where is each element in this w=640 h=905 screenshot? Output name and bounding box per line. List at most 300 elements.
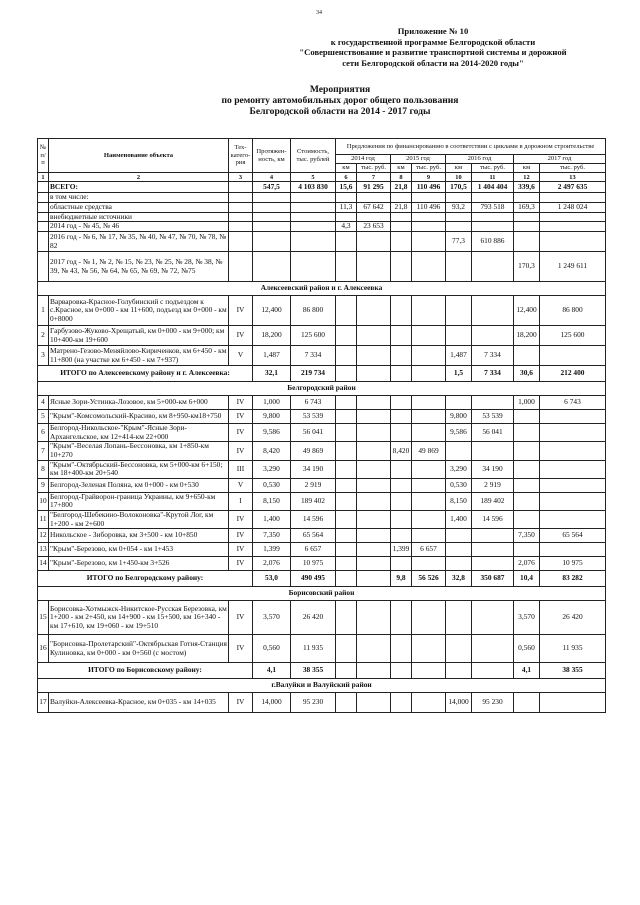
header-length: Протяжен-ность, км [253,139,291,173]
index-cell: 4 [253,173,291,182]
section-total-value [412,366,446,382]
funding-value [514,346,540,366]
header-cost: Стоимость, тыс. рублей [291,139,336,173]
road-name: "Борисовка-Пролетарский"-Октябрьская Готня-Станция Кулиновка, км 0+000 - км 0+560 (с мостом) [49,635,229,663]
appendix-line-4: сети Белгородской области на 2014-2020 годы" [342,57,524,68]
road-category: IV [229,442,253,460]
funding-value [357,635,391,663]
header-num: № п/п [38,139,49,173]
num-cell [38,232,49,252]
funding-value: 1,000 [514,396,540,410]
summary-row [38,212,606,222]
section-total-value: 1,5 [446,366,472,382]
funding-value [540,693,606,713]
summary-value [412,212,446,222]
road-category: I [229,492,253,510]
road-name: Белгород-Грайворон-граница Украины, км 9+650-км 17+800 [49,492,229,510]
funding-value [336,543,357,557]
funding-value [391,326,412,346]
section-header [38,282,606,296]
index-cell: 7 [357,173,391,182]
row-number: 14 [38,557,49,571]
num-cell [38,222,49,232]
table-row [38,326,606,346]
section-total-cost: 38 355 [291,663,336,679]
funding-value [446,635,472,663]
road-length: 1,400 [253,510,291,528]
index-cell: 8 [391,173,412,182]
summary-value [472,252,514,282]
table-row [38,492,606,510]
summary-value [472,212,514,222]
road-cost: 53 539 [291,410,336,424]
funding-value [472,601,514,635]
index-row [38,173,606,182]
title-line-2: по ремонту автомобильных дорог общего пользования [221,95,459,106]
funding-value [472,296,514,326]
section-total-value [391,663,412,679]
summary-value [446,222,472,232]
funding-value [514,410,540,424]
row-number: 16 [38,635,49,663]
funding-value [336,296,357,326]
summary-value [391,252,412,282]
summary-row [38,232,606,252]
road-cost: 86 800 [291,296,336,326]
section-total-cost: 490 495 [291,571,336,587]
table-row [38,478,606,492]
funding-value: 1,399 [391,543,412,557]
road-name: Белгород-Никольское-"Крым"-Ясные Зори-Архангельское, км 12+414-км 22+000 [49,424,229,442]
row-number: 7 [38,442,49,460]
summary-value [540,193,606,203]
summary-label: 2017 год - № 1, № 2, № 15, № 23, № 25, № 28, № 38, № 39, № 43, № 56, № 64, № 65, № 69, № 72, №75 [49,252,229,282]
summary-value [446,193,472,203]
funding-value [540,510,606,528]
section-total-value: 7 334 [472,366,514,382]
row-number: 10 [38,492,49,510]
summary-value [229,232,253,252]
num-cell [38,193,49,203]
funding-value [336,510,357,528]
road-cost: 189 402 [291,492,336,510]
funding-value [540,492,606,510]
funding-value: 1,400 [446,510,472,528]
funding-value [412,326,446,346]
road-category: IV [229,510,253,528]
summary-value: 1 404 404 [472,182,514,193]
summary-value: 1 248 024 [540,202,606,212]
road-length: 7,350 [253,529,291,543]
summary-value [412,232,446,252]
table-row [38,460,606,478]
table-row [38,529,606,543]
row-number: 9 [38,478,49,492]
row-number: 4 [38,396,49,410]
funding-value [357,529,391,543]
index-cell: 3 [229,173,253,182]
summary-value [336,212,357,222]
section-total-value [336,366,357,382]
funding-value [446,543,472,557]
summary-value: 91 295 [357,182,391,193]
summary-value [514,193,540,203]
summary-value [446,212,472,222]
row-number: 3 [38,346,49,366]
funding-value [357,326,391,346]
road-length: 1,487 [253,346,291,366]
appendix-header [268,26,598,68]
page-number: 34 [316,10,322,16]
funding-value [514,543,540,557]
table-row [38,635,606,663]
summary-value: 547,5 [253,182,291,193]
summary-value [472,222,514,232]
row-number: 17 [38,693,49,713]
road-cost: 95 230 [291,693,336,713]
funding-value [412,601,446,635]
funding-value [357,396,391,410]
summary-row [38,182,606,193]
road-category: IV [229,557,253,571]
funding-value [446,529,472,543]
index-cell: 2 [49,173,229,182]
funding-value [391,635,412,663]
funding-value [412,478,446,492]
appendix-line-2: к государственной программе Белгородской области [330,36,536,47]
road-length: 18,200 [253,326,291,346]
index-cell: 13 [540,173,606,182]
funding-value [472,442,514,460]
funding-value: 7 334 [472,346,514,366]
funding-value: 14 596 [472,510,514,528]
funding-value [446,557,472,571]
funding-value [472,396,514,410]
road-category: IV [229,424,253,442]
road-name: Варваровка-Красное-Голубинский с подъездом к с.Красное, км 0+000 - км 11+600, подъезд км 0+000 - км 0+8000 [49,296,229,326]
summary-value [357,212,391,222]
funding-value [357,557,391,571]
road-length: 12,400 [253,296,291,326]
funding-value [514,693,540,713]
funding-value [514,442,540,460]
repair-measures-table [37,138,606,713]
header-km: км [514,164,540,173]
table-row [38,693,606,713]
funding-value [412,492,446,510]
header-rub: тыс. руб. [412,164,446,173]
funding-value [357,296,391,326]
summary-value [514,222,540,232]
section-total-label: ИТОГО по Борисовскому району: [38,663,253,679]
road-category: IV [229,296,253,326]
funding-value [540,442,606,460]
funding-value [336,635,357,663]
summary-value: 67 642 [357,202,391,212]
funding-value [336,346,357,366]
row-number: 13 [38,543,49,557]
funding-value: 86 800 [540,296,606,326]
funding-value [336,424,357,442]
summary-value [412,252,446,282]
road-category: IV [229,693,253,713]
funding-value [391,557,412,571]
funding-value [357,478,391,492]
funding-value [357,693,391,713]
funding-value [472,557,514,571]
summary-value: 1 249 611 [540,252,606,282]
index-cell: 10 [446,173,472,182]
funding-value [412,346,446,366]
road-name: Никольское - Зиборовка, км 3+500 - км 10+850 [49,529,229,543]
funding-value [540,424,606,442]
summary-value: 4,3 [336,222,357,232]
header-funding: Предложения по финансированию в соответствии с циклами в дорожном строительстве [336,139,606,155]
summary-value [472,193,514,203]
funding-value: 3,290 [446,460,472,478]
funding-value [412,424,446,442]
section-title: Белгородский район [38,382,606,396]
funding-value [357,492,391,510]
funding-value [446,296,472,326]
summary-value [291,202,336,212]
header-km: км [336,164,357,173]
section-total-value [412,663,446,679]
road-cost: 7 334 [291,346,336,366]
summary-value [391,222,412,232]
funding-value [336,492,357,510]
summary-value [291,252,336,282]
funding-value [357,460,391,478]
table-row [38,410,606,424]
road-name: Ясные Зори-Устинка-Лозовое, км 5+000-км 6+000 [49,396,229,410]
section-total-row [38,663,606,679]
header-rub: тыс. руб. [472,164,514,173]
summary-value [391,232,412,252]
section-title: Борисовский район [38,587,606,601]
road-cost: 26 420 [291,601,336,635]
funding-value: 56 041 [472,424,514,442]
road-category: IV [229,635,253,663]
funding-value: 6 743 [540,396,606,410]
funding-value: 11 935 [540,635,606,663]
row-number: 6 [38,424,49,442]
summary-value: 93,2 [446,202,472,212]
summary-value [336,232,357,252]
funding-value: 65 564 [540,529,606,543]
road-cost: 11 935 [291,635,336,663]
document-title [120,84,560,117]
table-row [38,543,606,557]
road-length: 1,399 [253,543,291,557]
index-cell: 1 [38,173,49,182]
summary-value: 21,8 [391,182,412,193]
summary-value [336,193,357,203]
road-length: 2,076 [253,557,291,571]
summary-value [357,252,391,282]
table-row [38,296,606,326]
road-category: IV [229,601,253,635]
funding-value [336,410,357,424]
num-cell [38,182,49,193]
road-name: Белгород-Зеленая Поляна, км 0+000 - км 0+530 [49,478,229,492]
funding-value [391,492,412,510]
summary-value [291,212,336,222]
summary-value [412,193,446,203]
section-title: г.Валуйки и Валуйский район [38,679,606,693]
funding-value [336,601,357,635]
summary-value: 110 496 [412,202,446,212]
section-total-value [357,571,391,587]
summary-value: 110 496 [412,182,446,193]
summary-value [253,252,291,282]
appendix-line-1: Приложение № 10 [397,26,469,36]
funding-value: 8,420 [391,442,412,460]
funding-value: 6 657 [412,543,446,557]
section-total-value: 56 526 [412,571,446,587]
funding-value: 9,800 [446,410,472,424]
row-number: 12 [38,529,49,543]
header-rub: тыс. руб. [540,164,606,173]
funding-value [357,410,391,424]
summary-value [229,193,253,203]
num-cell [38,212,49,222]
road-cost: 34 190 [291,460,336,478]
section-header [38,587,606,601]
funding-value: 8,150 [446,492,472,510]
section-total-value [472,663,514,679]
summary-value [253,193,291,203]
road-category: IV [229,543,253,557]
summary-label: 2016 год - № 6, № 17, № 35, № 40, № 47, № 70, № 78, № 82 [49,232,229,252]
summary-value: 15,6 [336,182,357,193]
summary-value [391,212,412,222]
section-total-value: 10,4 [514,571,540,587]
summary-value: 21,8 [391,202,412,212]
section-total-label: ИТОГО по Алексеевскому району и г. Алексеевка: [38,366,253,382]
road-name: "Крым"-Березово, км 1+450-км 3+526 [49,557,229,571]
summary-value: 11,3 [336,202,357,212]
road-length: 0,530 [253,478,291,492]
section-total-length: 32,1 [253,366,291,382]
funding-value [540,478,606,492]
section-total-value [391,366,412,382]
road-cost: 56 041 [291,424,336,442]
funding-value: 53 539 [472,410,514,424]
table-row [38,424,606,442]
funding-value: 0,560 [514,635,540,663]
funding-value: 14,000 [446,693,472,713]
summary-value [391,193,412,203]
summary-value [357,193,391,203]
header-category: Тех-катего-рия [229,139,253,173]
funding-value [336,529,357,543]
section-title: Алексеевский район и г. Алексеевка [38,282,606,296]
funding-value: 2 919 [472,478,514,492]
section-total-length: 4,1 [253,663,291,679]
summary-value: 77,3 [446,232,472,252]
funding-value [472,543,514,557]
funding-value [540,346,606,366]
road-category: IV [229,396,253,410]
funding-value [412,410,446,424]
funding-value [391,346,412,366]
funding-value [357,346,391,366]
funding-value [336,442,357,460]
road-cost: 6 743 [291,396,336,410]
road-name: "Крым"-Березово, км 0+054 - км 1+453 [49,543,229,557]
road-cost: 65 564 [291,529,336,543]
summary-value: 610 886 [472,232,514,252]
funding-value [391,529,412,543]
road-length: 9,586 [253,424,291,442]
road-cost: 14 596 [291,510,336,528]
summary-label: 2014 год - № 45, № 46 [49,222,229,232]
road-category: V [229,478,253,492]
index-cell: 6 [336,173,357,182]
funding-value: 10 975 [540,557,606,571]
funding-value: 26 420 [540,601,606,635]
funding-value [412,396,446,410]
summary-label: в том числе: [49,193,229,203]
funding-value: 12,400 [514,296,540,326]
road-name: "Белгород-Шебекино-Волоконовка"-Крутой Лог, км 1+200 - км 2+600 [49,510,229,528]
row-number: 15 [38,601,49,635]
table-row [38,557,606,571]
summary-row [38,193,606,203]
summary-row [38,202,606,212]
funding-value [336,460,357,478]
num-cell [38,202,49,212]
funding-value [391,693,412,713]
funding-value: 49 869 [412,442,446,460]
summary-value: 339,6 [514,182,540,193]
funding-value: 0,530 [446,478,472,492]
funding-value [514,492,540,510]
title-line-1: Мероприятия [309,84,371,95]
summary-value [291,193,336,203]
summary-value [514,232,540,252]
header-km: км [446,164,472,173]
funding-value [357,543,391,557]
funding-value [336,478,357,492]
funding-value [391,424,412,442]
road-category: III [229,460,253,478]
road-cost: 10 975 [291,557,336,571]
summary-value [291,222,336,232]
road-name: Матрено-Гезово-Меняйлово-Кириченков, км 6+450 - км 11+800 (на участке км 6+450 - км 7+937) [49,346,229,366]
table-row [38,510,606,528]
funding-value [514,510,540,528]
section-header [38,679,606,693]
funding-value: 2,076 [514,557,540,571]
section-total-value: 4,1 [514,663,540,679]
header-km: км [391,164,412,173]
funding-value: 1,487 [446,346,472,366]
title-line-3: Белгородской области на 2014 - 2017 годы [249,106,431,117]
summary-value [229,222,253,232]
summary-value: 793 518 [472,202,514,212]
header-2017: 2017 год [514,155,606,164]
summary-value: 170,3 [514,252,540,282]
section-total-row [38,366,606,382]
funding-value [412,693,446,713]
road-category: IV [229,410,253,424]
num-cell [38,252,49,282]
summary-value [229,252,253,282]
header-name: Наименование объекта [49,139,229,173]
summary-value: 170,5 [446,182,472,193]
